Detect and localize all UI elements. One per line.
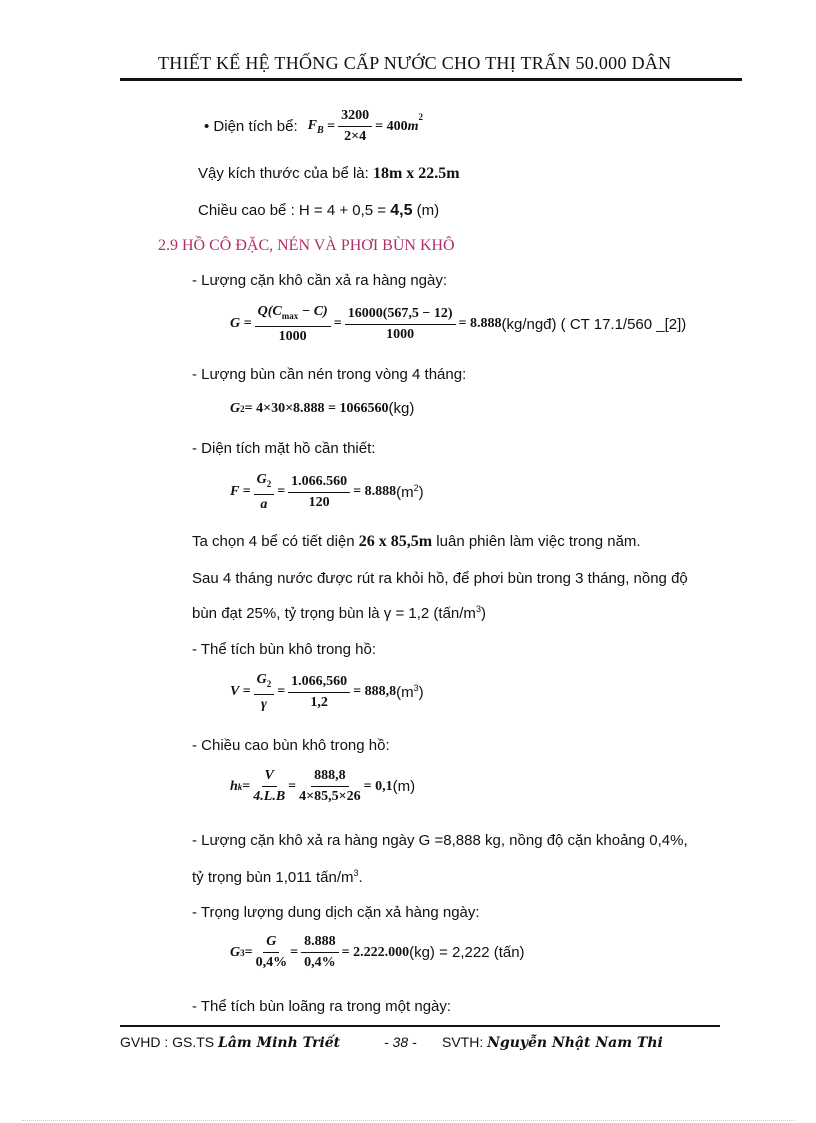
equation-pond-area: F = $\frac{G_2}{a}$ = $\frac{1.066.560}{120}$ = 8.888 $(m^2)$ xyxy=(230,472,424,512)
paragraph-choose-tanks: Ta chọn 4 bể có tiết diện 26 x 85,5m luân phiên làm việc trong năm. xyxy=(192,533,641,550)
bullet-dry-height: - Chiều cao bùn khô trong hồ: xyxy=(192,737,390,754)
paragraph-drain-line2: bùn đạt 25%, tỷ trọng bùn là γ = 1,2 $(tấn/m^3)$ xyxy=(192,604,486,622)
header-rule xyxy=(120,78,742,81)
page-edge-dotted-line xyxy=(22,1120,794,1121)
bullet-daily-solids: - Lượng cặn khô xả ra hàng ngày G =8,888 kg, nồng độ cặn khoảng 0,4%, xyxy=(192,832,688,849)
page-header-title: THIẾT KẾ HỆ THỐNG CẤP NƯỚC CHO THỊ TRẤN 50.000 DÂN xyxy=(158,53,672,73)
student-name: Nguyễn Nhật Nam Thi xyxy=(487,1035,663,1051)
footer-rule xyxy=(120,1025,720,1027)
equation-dry-volume: V = $\frac{G_2}{\gamma}$ = $\frac{1.066,560}{1,2}$ = 888,8 $(m^3)$ xyxy=(230,672,424,712)
area-symbol: $F_B$ xyxy=(307,117,324,136)
bullet-daily-solids-cont: tỷ trọng bùn 1,011 tấn/$m^3$. xyxy=(192,868,363,886)
bullet-pond-area: - Diện tích mặt hồ cần thiết: xyxy=(192,440,376,457)
bullet-dry-volume: - Thể tích bùn khô trong hồ: xyxy=(192,641,377,658)
bullet-thin-sludge-volume: - Thể tích bùn loãng ra trong một ngày: xyxy=(192,998,452,1015)
bullet-solution-weight: - Trọng lượng dung dịch cặn xả hàng ngày: xyxy=(192,904,480,921)
footer-advisor: GVHD : GS.TS Lâm Minh Triết xyxy=(120,1034,341,1051)
paragraph-drain-line1: Sau 4 tháng nước được rút ra khỏi hồ, để phơi bùn trong 3 tháng, nồng độ xyxy=(192,570,688,587)
footer-student: SVTH: Nguyễn Nhật Nam Thi xyxy=(442,1034,663,1051)
advisor-name: Lâm Minh Triết xyxy=(218,1035,341,1051)
tank-height-line: Chiều cao bể : H = 4 + 0,5 = 4,5 (m) xyxy=(198,202,440,219)
bullet-sludge-4-months: - Lượng bùn cần nén trong vòng 4 tháng: xyxy=(192,366,467,383)
footer-page-number: - 38 - xyxy=(384,1034,417,1050)
equation-dry-sludge: G = $Q(C_{max} - C)$ 1000 = $\frac{16000(567,5 - 12)}{1000}$ = 8.888 (kg/ngđ) ( CT 17.1/560 _[2]) xyxy=(230,304,687,344)
area-label: • Diện tích bể: xyxy=(204,118,298,135)
equation-solution-weight: G 3 = $\frac{G}{0,4\%}$ = $\frac{8.888}{0,4\%}$ = 2.222.000 (kg) = 2,222 (tấn) xyxy=(230,934,525,970)
tank-size-value: 18m x 22.5m xyxy=(372,165,460,182)
area-fraction: $\frac{3200}{2\times 4}$ xyxy=(338,108,372,145)
equation-dry-height: h k = $\frac{V}{4.L.B}$ = $\frac{888,8}{4\times 85,5\times 26}$ = 0,1 (m) xyxy=(230,768,416,804)
bullet-dry-sludge: - Lượng cặn khô cần xả ra hàng ngày: xyxy=(192,272,448,289)
area-formula: • Diện tích bể: $F_B$ = $\frac{3200}{2\times 4}$ = 400 m $^2$ xyxy=(204,108,424,144)
section-title: 2.9 HỒ CÔ ĐẶC, NÉN VÀ PHƠI BÙN KHÔ xyxy=(158,237,455,254)
equation-sludge-4-months: G 2 = 4×30×8.888 = 1066560 (kg) xyxy=(230,400,415,417)
tank-size-line: Vậy kích thước của bể là: 18m x 22.5m xyxy=(198,165,460,182)
